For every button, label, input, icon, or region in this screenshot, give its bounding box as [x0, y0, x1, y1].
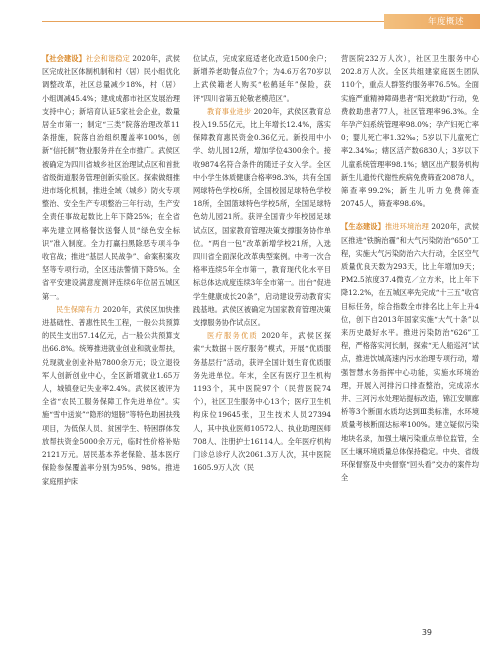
subheading-social-harmony: 社会和谐稳定: [85, 54, 130, 63]
paragraph-health-stats: 营医院232万人次），社区卫生服务中心202.8万人次。全区共组建家庭医生团队110个，重点人群签约服务率76.5%。全面实施严重精神障碍患者“阳光救助”行动，免费救助患者77人，社区管理率96.3%。全年孕产妇系统管理率98.0%；孕产妇死亡率0；婴儿死亡率1.32‰；5岁以下儿童死亡率2.34‰；辖区活产数6830人；3岁以下儿童系统管理率98.1%；辖区出产服务机构新生儿遗传代谢性疾病免费筛查20878人，筛查率99.2%；新生儿听力免费筛查20745人，筛查率98.6%。: [341, 54, 479, 209]
page-header: [0, 0, 480, 36]
paragraph-text: 2020年，武侯区完成社区体制机制和村（居）民小组优化调整改革，社区总量减少18%，村（居）小组调减45.4%；建成成都市社区发展治理支持中心；新培育认证5家社会企业，数量居全市第一；制定“三类”院落治理改革11条措施，院落自治组织覆盖率100%，创新“信托制”物业服务并在全市推广。武侯区被确定为四川省城乡社区治理试点区和首批省级街道服务管理创新实验区。探索做细推进市场化机制，推进全域（城乡）防火专项整治、安全生产专项整治三年行动，生产安全责任事故起数比上年下降25%；在全省率先建立网格餐饮送餐人员“绿色安全标识”准入制度。全力打赢扫黑除恶专项斗争收官战；推进“基层人民战争”、命案积案攻坚等专项行动，全区违法警情下降5%。全省平安建设满意度测评连续6年位居五城区第一。: [42, 54, 180, 301]
paragraph-medical: [193, 329, 331, 474]
section-heading-ecology: 【生态建设】: [341, 222, 385, 232]
subheading-environment: 推进环境治理: [384, 222, 429, 232]
paragraph-ecology: [341, 220, 479, 484]
paragraph-text: 2020年，武侯区探索“大数据＋医疗服务”模式，开展“优质服务基层行”活动，获评全国计划生育优质服务先进单位。年末，全区有医疗卫生机构1193个，其中医院97个（民营医院74个），社区卫生服务中心13个；医疗卫生机构床位19645张，卫生技术人员27394人，其中执业医师10572人、执业助理医师708人、注册护士16114人。全年医疗机构门诊总诊疗人次2061.3万人次，其中医院1605.9万人次（民: [193, 331, 331, 473]
section-heading-social: 【社会建设】: [42, 54, 86, 63]
header-rule: [42, 21, 390, 22]
column-middle: [193, 52, 331, 475]
column-right: [341, 52, 479, 485]
paragraph-text: 2020年，武侯区教育总投入19.55亿元，比上年增长12.4%，落实保障教育惠民资金0.36亿元。新投用中小学、幼儿园12所，增加学位4300余个。接收9874名符合条件的随迁子女入学。全区中小学生体质健康合格率98.3%，共有全国网球特色学校6所，全国校园足球特色学校18所，全国篮球特色学校5所，全国足球特色幼儿园21所。获评全国青少年校园足球试点区，国家教育管理决策支撑服务协作单位。“两自一包”改革新增学校21所，入选四川省全面深化改革典型案例。中考一次合格率连续5年全市第一，教育现代化水平目标总体达成度连续3年全市第一。出台“促进学生健康成长20条”，启动建设劳动教育实践基地。武侯区被确定为国家教育管理决策支撑服务协作试点区。: [193, 106, 331, 328]
page-number: 39: [421, 628, 432, 637]
header-tab: [384, 14, 480, 29]
paragraph-livelihood: [42, 303, 180, 488]
paragraph-education: [193, 105, 331, 329]
subheading-education: 教育事业进步: [207, 106, 252, 116]
column-left: [42, 52, 180, 488]
subheading-medical: 医疗服务优质: [207, 331, 259, 341]
paragraph-text: 2020年，武侯区加快推进基础性、普惠性民生工程，一般公共预算的民生支出57.14亿元，占一般公共预算支出66.8%。统筹推进就业创业和就业帮扶，兑现就业创业补贴7800余万元；设立退役军人创新创业中心，全区新增就业1.65万人，城镇登记失业率2.4%。武侯区被评为全省“农民工服务保障工作先进单位”。实施“雪中送炭”“隐形的翅膀”等特色助困扶残项目，为低保人员、贫困学生、特困群体发放帮扶资金5000余万元，临时性价格补贴2121万元。居民基本养老保险、基本医疗保险参保覆盖率分别为95%、98%。推进家庭照护床: [42, 304, 180, 486]
paragraph-elderly-care: 位试点，完成家庭适老化改造1500余户；新增养老助餐点位7个；为4.6万名70岁以上武侯籍老人购买“松鹤延年”保险，获评“四川省第五轮敬老模范区”。: [193, 54, 331, 103]
paragraph-text: 2020年，武侯区推进“铁腕治霾”和大气污染防治“650”工程，实施大气污染防治六大行动，全区空气质量优良天数为293天，比上年增加9天；PM2.5浓度37.4微克／立方米，比上年下降12.2%，在五城区率先完成“十三五”收官目标任务，综合指数全市排名比上年上升4位，创下自2013年国家实施“大气十条”以来历史最好水平。推进污染防治“626”工程，严格落实河长制，探索“无人船巡河”试点，推进饮城高速内污水治理专项行动，增强智慧水务指挥中心功能，实施水环境治理，开展入河排污口排查整治，完成凉水井、三河污水处理站提标改造，锦江安顺廊桥等3个断面水质均达到Ⅲ类标准，水环境质量考核断面达标率100%。建立疑似污染地块名录，加强土壤污染重点单位监管，全区土壤环境质量总体保持稳定。中央、省级环保督察及中央督察“回头看”交办的案件均全: [341, 222, 479, 483]
subheading-livelihood: 民生保障有力: [56, 304, 101, 314]
header-tab-label: 年度概述: [427, 17, 464, 27]
paragraph-social-governance: [42, 52, 180, 303]
